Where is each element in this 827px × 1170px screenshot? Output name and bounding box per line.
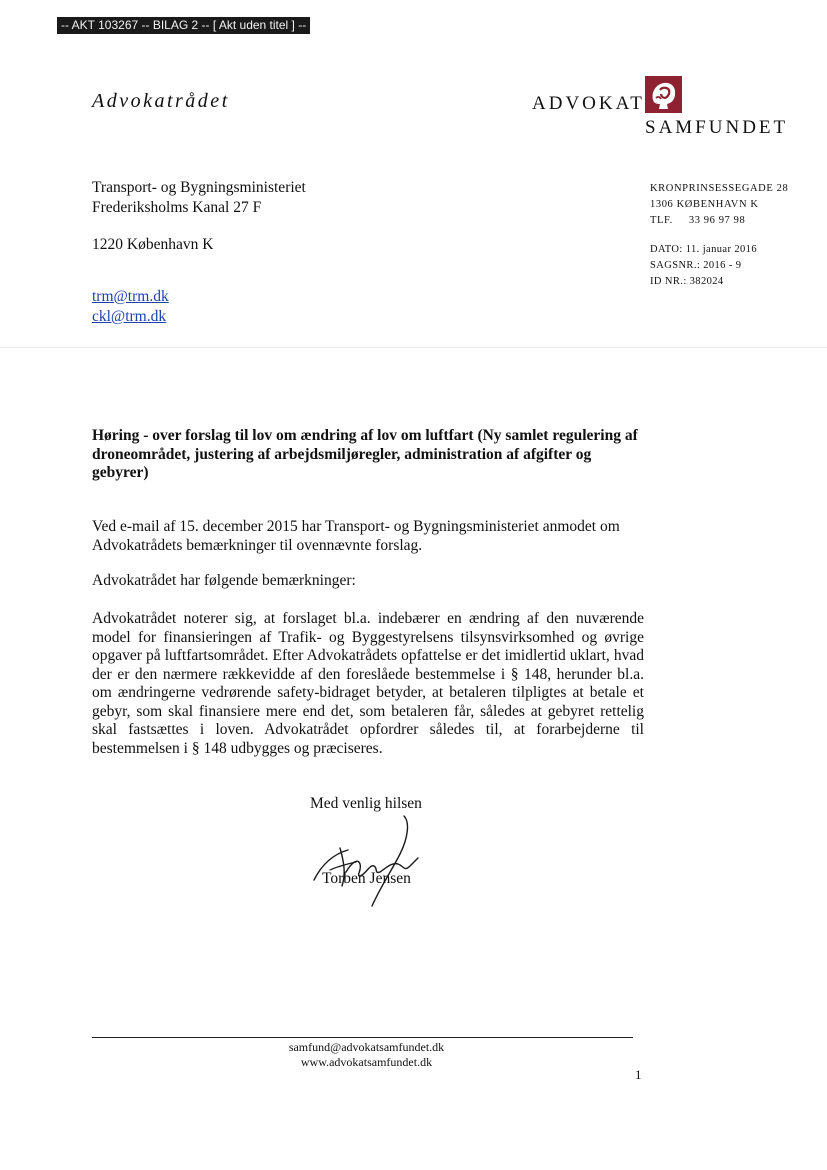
closing-greeting: Med venlig hilsen: [310, 795, 422, 812]
footer-website[interactable]: www.advokatsamfundet.dk: [300, 1055, 433, 1069]
recipient-line: Transport- og Bygningsministeriet: [92, 179, 306, 196]
recipient-line: Frederiksholms Kanal 27 F: [92, 199, 262, 216]
logo-text-advokat: ADVOKAT: [532, 93, 645, 114]
case-number: SAGSNR.: 2016 - 9: [650, 260, 742, 271]
sender-city: 1306 KØBENHAVN K: [650, 199, 759, 210]
footer: [92, 1040, 641, 1070]
email-link[interactable]: trm@trm.dk: [92, 288, 169, 305]
email-link[interactable]: ckl@trm.dk: [92, 308, 167, 325]
sender-phone: [650, 213, 788, 229]
letter-metadata: [650, 242, 757, 290]
letter-date: DATO: 11. januar 2016: [650, 244, 757, 255]
id-number: ID NR.: 382024: [650, 276, 724, 287]
page-divider: [0, 347, 827, 348]
signer-name: Torben Jensen: [322, 870, 411, 887]
recipient-address: [92, 178, 306, 255]
recipient-line: 1220 København K: [92, 236, 214, 253]
logo-emblem-icon: [645, 76, 682, 113]
body-paragraph: Advokatrådet noterer sig, at forslaget bl.a. indebærer en ændring af den nuværende model for finansieringen af Trafik- og Byggestyrelsens tilsynsvirksomhed og øvrige opgaver på luftfartsområdet. Efter Advokatrådets opfattelse er det imidlertid uklart, hvad der er den nærmere rækkevidde af den foreslåede bestemmelse i § 148, herunder bl.a. om ændringerne vedrørende safety-bidraget betyder, at betaleren tilpligtes at betale et gebyr, som skal finansiere mere end det, som betaleren får, således at gebyret rettelig skal fastsættes i loven. Advokatrådet opfordrer således til, at forarbejderne til bestemmelsen i § 148 udbygges og præciseres.: [92, 610, 644, 757]
organization-name: Advokatrådet: [92, 90, 230, 112]
logo-text-samfundet: SAMFUNDET: [645, 117, 789, 138]
phone-number: 33 96 97 98: [688, 215, 746, 226]
body-paragraph: Advokatrådet har følgende bemærkninger:: [92, 572, 356, 589]
page-number: 1: [635, 1067, 642, 1082]
letter-subject: Høring - over forslag til lov om ændring af lov om luftfart (Ny samlet regulering af droneområdet, justering af arbejdsmiljøregler, administration af afgifter og gebyrer): [92, 427, 638, 481]
recipient-emails: [92, 287, 169, 327]
sender-address: [650, 181, 788, 229]
phone-label: TLF.: [650, 215, 673, 226]
footer-email[interactable]: samfund@advokatsamfundet.dk: [288, 1040, 445, 1054]
handwritten-signature: [300, 812, 430, 912]
sender-street: KRONPRINSESSEGADE 28: [650, 183, 789, 194]
footer-divider: [92, 1037, 633, 1038]
document-stamp: -- AKT 103267 -- BILAG 2 -- [ Akt uden titel ] --: [57, 17, 310, 34]
body-paragraph: Ved e-mail af 15. december 2015 har Transport- og Bygningsministeriet anmodet om Advokatrådets bemærkninger til ovennævnte forslag.: [92, 518, 620, 554]
